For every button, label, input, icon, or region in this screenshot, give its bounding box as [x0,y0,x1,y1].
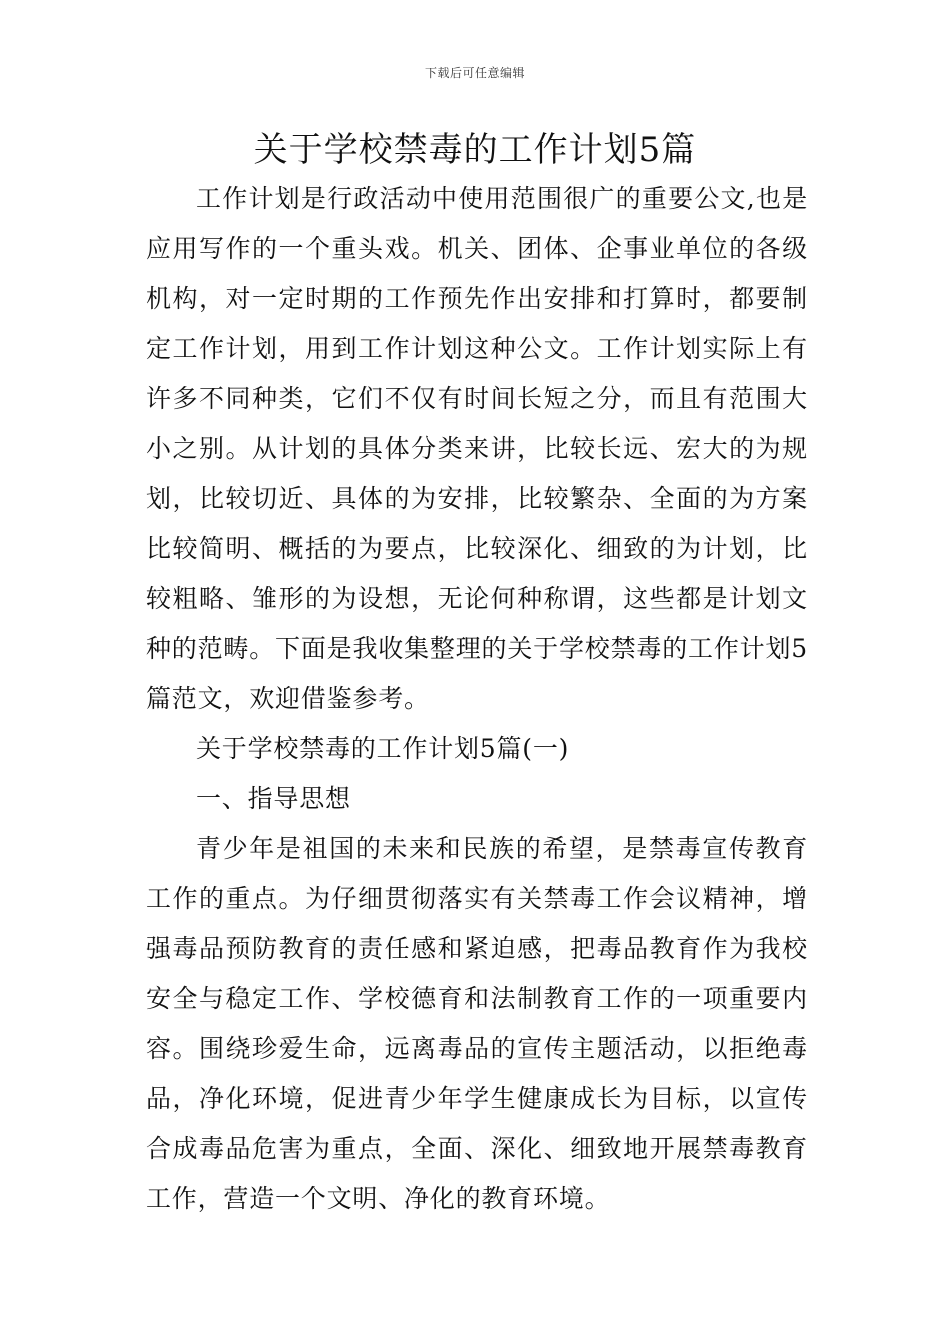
subsection-heading: 一、指导思想 [196,784,351,813]
section-heading: 关于学校禁毒的工作计划5篇(一) [196,734,570,763]
header-note: 下载后可任意编辑 [424,66,525,80]
document-title: 关于学校禁毒的工作计划5篇 [253,130,697,170]
intro-paragraph: 工作计划是行政活动中使用范围很广的重要公文,也是应用写作的一个重头戏。机关、团体、企事业单位的各级机构，对一定时期的工作预先作出安排和打算时，都要制定工作计划，用到工作计划这种公文。工作计划实际上有许多不同种类，它们不仅有时间长短之分，而且有范围大小之别。从计划的具体分类来讲，比较长远、宏大的为规划，比较切近、具体的为安排，比较繁杂、全面的为方案比较简明、概括的为要点，比较深化、细致的为计划，比较粗略、雏形的为设想，无论何种称谓，这些都是计划文种的范畴。下面是我收集整理的关于学校禁毒的工作计划5篇范文，欢迎借鉴参考。 [146,184,808,713]
guiding-ideology-paragraph: 青少年是祖国的未来和民族的希望，是禁毒宣传教育工作的重点。为仔细贯彻落实有关禁毒工作会议精神，增强毒品预防教育的责任感和紧迫感，把毒品教育作为我校安全与稳定工作、学校德育和法制教育工作的一项重要内容。围绕珍爱生命，远离毒品的宣传主题活动，以拒绝毒品，净化环境，促进青少年学生健康成长为目标，以宣传合成毒品危害为重点，全面、深化、细致地开展禁毒教育工作，营造一个文明、净化的教育环境。 [146,834,808,1213]
document-body [146,174,808,1224]
